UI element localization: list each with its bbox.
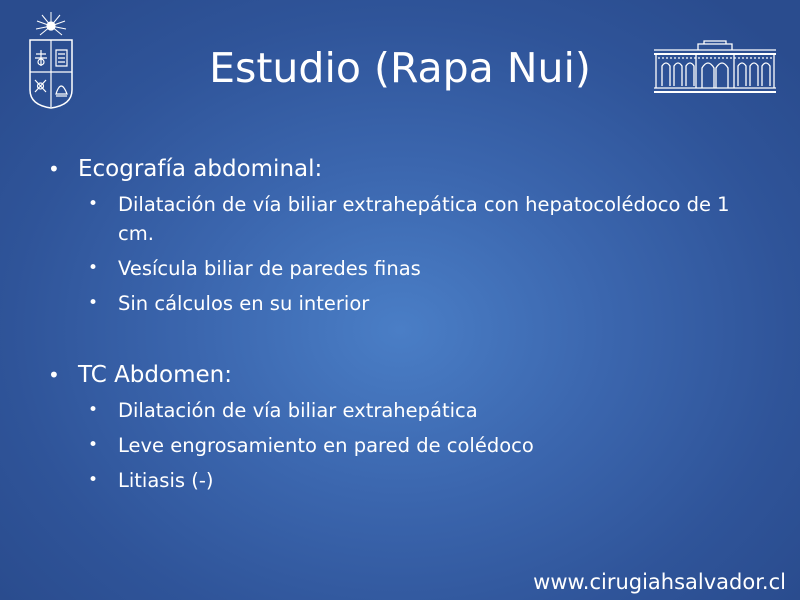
bullet-icon: • — [88, 293, 99, 313]
list-item-text: Litiasis (-) — [118, 469, 214, 492]
section-heading-text: TC Abdomen: — [78, 362, 232, 388]
list-item-text: Vesícula biliar de paredes finas — [118, 257, 421, 280]
section-ecografia — [0, 152, 800, 318]
slide-content — [0, 152, 800, 525]
bullet-icon: • — [88, 258, 99, 278]
list-item-text: Dilatación de vía biliar extrahepática con hepatocolédoco de 1 cm. — [118, 193, 730, 245]
footer-url: www.cirugiahsalvador.cl — [533, 570, 786, 594]
section-heading — [0, 152, 800, 186]
slide-title: Estudio (Rapa Nui) — [209, 44, 591, 92]
bullet-icon: • — [48, 157, 60, 181]
list-item-text: Dilatación de vía biliar extrahepática — [118, 399, 478, 422]
list-item — [0, 190, 800, 248]
list-item-text: Sin cálculos en su interior — [118, 292, 370, 315]
list-item — [0, 466, 800, 495]
list-item — [0, 289, 800, 318]
bullet-icon: • — [88, 194, 99, 214]
list-item-text: Leve engrosamiento en pared de colédoco — [118, 434, 534, 457]
section-tc-abdomen — [0, 358, 800, 495]
bullet-icon: • — [88, 400, 99, 420]
section-heading-text: Ecografía abdominal: — [78, 156, 323, 182]
bullet-icon: • — [48, 363, 60, 387]
bullet-icon: • — [88, 435, 99, 455]
list-item — [0, 431, 800, 460]
list-item — [0, 396, 800, 425]
bullet-icon: • — [88, 470, 99, 490]
section-heading — [0, 358, 800, 392]
list-item — [0, 254, 800, 283]
